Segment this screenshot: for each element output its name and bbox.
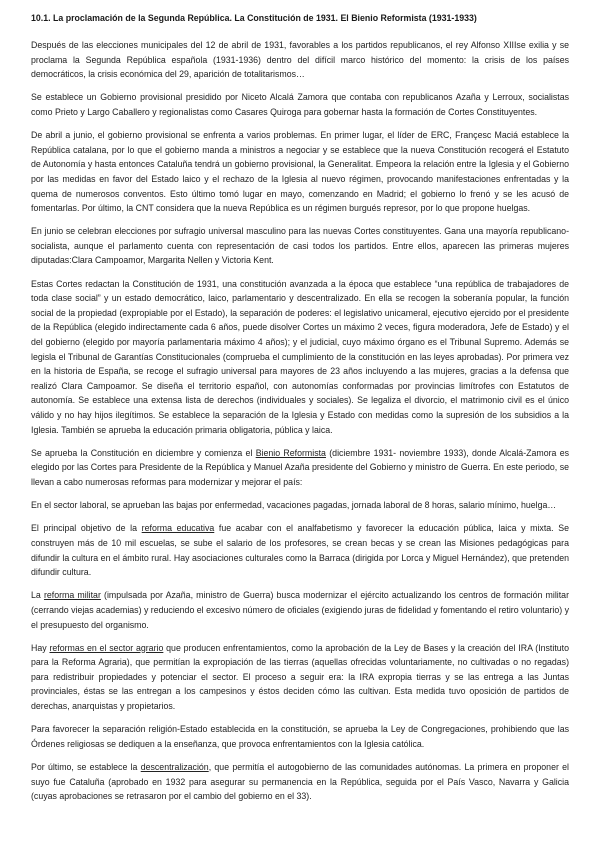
paragraph-agrarian-reform	[31, 641, 569, 714]
paragraph-text: Hay	[31, 642, 50, 653]
paragraph-text: (impulsada por Azaña, ministro de Guerra) busca modernizar el ejército actualizando los centros de formación militar (cerrando viejas academias) y reduciendo el excesivo número de oficiales (exigiendo juras de fidelidad y fomentando el retiro voluntario) y el presupuesto del organismo.	[31, 590, 570, 630]
paragraph-bienio-reformista	[31, 446, 569, 490]
paragraph-decentralization	[31, 760, 569, 804]
paragraph-constitution-1931: Estas Cortes redactan la Constitución de 1931, una constitución avanzada a la época que establece “una república de trabajadores de toda clase social” y un estado democrático, laico, parlamentario y descentralizado. En ella se recogen la soberanía popular, la función social de la propiedad (expropiable por el Estado), la separación de poderes: el legislativo unicameral, ejecutivo ejercido por el presidente de la República (elegido indirectamente cada 6 años, puede disolver Cortes un máximo 2 veces, figura moderadora, Jefe de Estado) y el del gobierno (elegido por mayoría parlamentaria máximo 4 años); y el judicial, cuyo máximo órgano es el Tribunal Supremo. Además se legisla el Tribunal de Garantías Constitucionales (comprueba el cumplimiento de la constitución en las leyes aprobadas). Por primera vez en la historia de España, se recoge el sufragio universal para mayores de 23 años incluyendo a las mujeres, gracias a la defensa que realizó Clara Campoamor. Se diseña el territorio español, con autonomías conformadas por provincias limítrofes con Estatutos de autonomía. Se establece una extensa lista de derechos (individuales y sociales). Se legaliza el divorcio, el matrimonio civil es el único válido y no hay hijos ilegítimos. Se establece la separación de la Iglesia y Estado con medidas como la supresión de los subsidios a la Iglesia. También se aprueba la educación primaria obligatoria, pública y laica.	[31, 278, 569, 435]
paragraph-constituent-elections: En junio se celebran elecciones por sufragio universal masculino para las nuevas Cortes constituyentes. Gana una mayoría republicano-socialista, aunque el parlamento cuenta con representación de casi todos los partidos. Entre ellos, aparecen las primeras mujeres diputadas:Clara Campoamor, Margarita Nellen y Victoria Kent.	[31, 226, 569, 266]
paragraph-education-reform	[31, 521, 569, 579]
paragraph-text: La	[31, 590, 44, 601]
paragraph-text: Por último, se establece la	[31, 762, 141, 773]
paragraph-text: (diciembre 1931- noviembre 1933), donde Alcalá-Zamora es elegido por las Cortes para Presidente de la República y Manuel Azaña presidente del Gobierno y ministro de Guerra. En este periodo, se llevan a cabo numerosas reformas para modernizar y mejorar el país:	[31, 447, 570, 487]
underlined-term: reformas en el sector agrario	[49, 642, 164, 653]
document-title: 10.1. La proclamación de la Segunda República. La Constitución de 1931. El Bienio Reformista (1931-1933)	[31, 13, 477, 23]
underlined-term: Bienio Reformista	[255, 447, 326, 458]
paragraph-text: que producen enfrentamientos, como la aprobación de la Ley de Bases y la creación del IRA (Instituto para la Reforma Agraria), que permitían la expropiación de las tierras (aquellas ofrecidas voluntariamente, no cultivadas o no regadas) para redistribuir propiedades y potenciar el sector. El proceso a seguir era: la IRA expropia tierras y se las entrega a las Juntas provinciales, éstas se las entregan a los campesinos y éstos deciden cómo las cultivan. Esta medida tuvo oposición de partidos de derechas, anarquistas y propietarios.	[31, 642, 570, 712]
underlined-term: reforma militar	[43, 590, 101, 601]
paragraph-text: El principal objetivo de la	[31, 523, 142, 534]
paragraph-provisional-government-problems: De abril a junio, el gobierno provisional se enfrenta a varios problemas. En primer lugar, el líder de ERC, Françesc Maciá establece la República catalana, por lo que el gobierno manda a ministros a negociar y se establece que la nueva Constitución recogerá el Estatuto de Autonomía y hasta entonces Cataluña tendrá un gobierno provisional, la Generalitat. Empeora la relación entre la Iglesia y el Gobierno por las medidas en favor del Estado laico y el rechazo de la Iglesia al nuevo régimen, provocando manifestaciones enfrentadas y la quema de numerosos conventos. Esto último tomó lugar en mayo, comenzando en Madrid; el gobierno lo frenó y se les acusó de fomentarlas. Por último, la CNT considera que la nueva República es un régimen burgués represor, por lo que propone huelgas.	[31, 130, 569, 214]
paragraph-text: Se aprueba la Constitución en diciembre y comienza el	[31, 447, 256, 458]
paragraph-text: fue acabar con el analfabetismo y favorecer la educación pública, laica y mixta. Se construyen más de 10 mil escuelas, se sube el salario de los profesores, se crean becas y se crean las Misiones pedagógicas para difundir la cultura en el ámbito rural. Hay asociaciones culturales como la Barraca (dirigida por Lorca y Miguel Hernández), que pretenden difundir cultura.	[31, 523, 569, 578]
paragraph-text: , que permitía el autogobierno de las comunidades autónomas. La primera en proponer el suyo fue Cataluña (aprobado en 1932 para asegurar su permanencia en la República, seguida por el País Vasco, Navarra y Galicia (cuyas aprobaciones se retrasaron por el cambio del gobierno en el 33).	[31, 762, 569, 802]
paragraph-religious-reform: Para favorecer la separación religión-Estado establecida en la constitución, se aprueba la Ley de Congregaciones, prohibiendo que las Órdenes religiosas se dediquen a la enseñanza, que provoca enfrentamientos con la Iglesia católica.	[31, 724, 569, 749]
paragraph-military-reform	[31, 588, 569, 632]
underlined-term: reforma educativa	[141, 523, 215, 534]
paragraph-provisional-government: Se establece un Gobierno provisional presidido por Niceto Alcalá Zamora que contaba con republicanos Azaña y Lerroux, socialistas como Prieto y Largo Caballero y regionalistas como Casares Quiroga para gobernar hasta la formación de Cortes Constituyentes.	[31, 92, 569, 117]
paragraph-labour-reform: En el sector laboral, se aprueban las bajas por enfermedad, vacaciones pagadas, jornada laboral de 8 horas, salario mínimo, huelga…	[31, 500, 557, 511]
paragraph-proclamation: Después de las elecciones municipales del 12 de abril de 1931, favorables a los partidos republicanos, el rey Alfonso XIIIse exilia y se proclama la Segunda República española (1931-1936) dentro del difícil marco histórico del momento: la crisis de los países democráticos, la crisis económica del 29, aparición de totalitarismos…	[31, 39, 569, 80]
underlined-term: descentralización	[140, 762, 209, 773]
